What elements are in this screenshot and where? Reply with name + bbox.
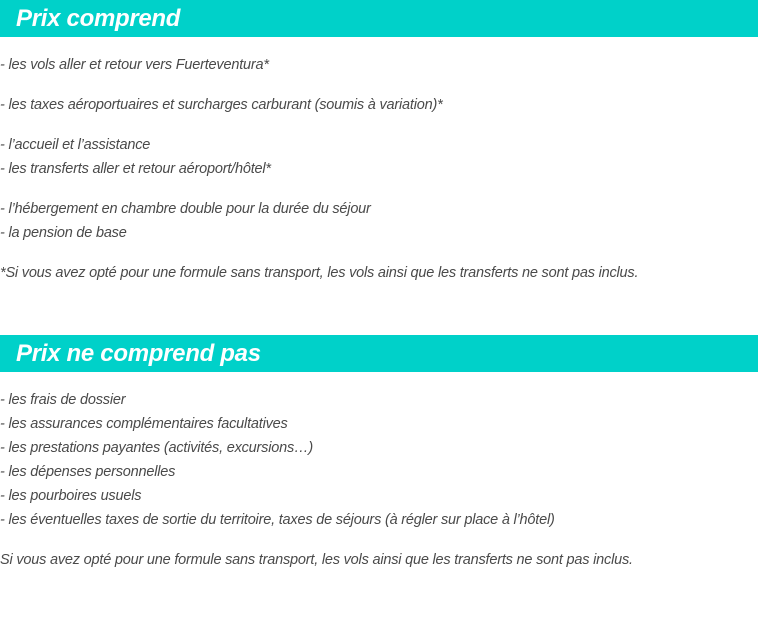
included-item: - la pension de base: [0, 225, 127, 241]
included-item: - les transferts aller et retour aéroport/hôtel*: [0, 161, 271, 177]
excluded-item: - les éventuelles taxes de sortie du territoire, taxes de séjours (à régler sur place à l’hôtel): [0, 512, 555, 528]
excluded-item: - les assurances complémentaires facultatives: [0, 416, 288, 432]
excluded-note: Si vous avez opté pour une formule sans transport, les vols ainsi que les transferts ne sont pas inclus.: [0, 552, 633, 568]
price-included-header: [0, 0, 758, 37]
included-item: - l’accueil et l’assistance: [0, 137, 151, 153]
price-excluded-title: Prix ne comprend pas: [16, 340, 261, 367]
excluded-item: - les dépenses personnelles: [0, 464, 176, 480]
included-item: - l’hébergement en chambre double pour la durée du séjour: [0, 201, 371, 217]
included-item: - les vols aller et retour vers Fuerteventura*: [0, 57, 269, 73]
excluded-item: - les frais de dossier: [0, 392, 126, 408]
price-excluded-header: [0, 335, 758, 372]
price-included-title: Prix comprend: [16, 5, 181, 32]
excluded-item: - les pourboires usuels: [0, 488, 142, 504]
included-item: - les taxes aéroportuaires et surcharges carburant (soumis à variation)*: [0, 97, 443, 113]
included-note: *Si vous avez opté pour une formule sans transport, les vols ainsi que les transferts ne sont pas inclus.: [0, 265, 639, 281]
excluded-item: - les prestations payantes (activités, excursions…): [0, 440, 313, 456]
